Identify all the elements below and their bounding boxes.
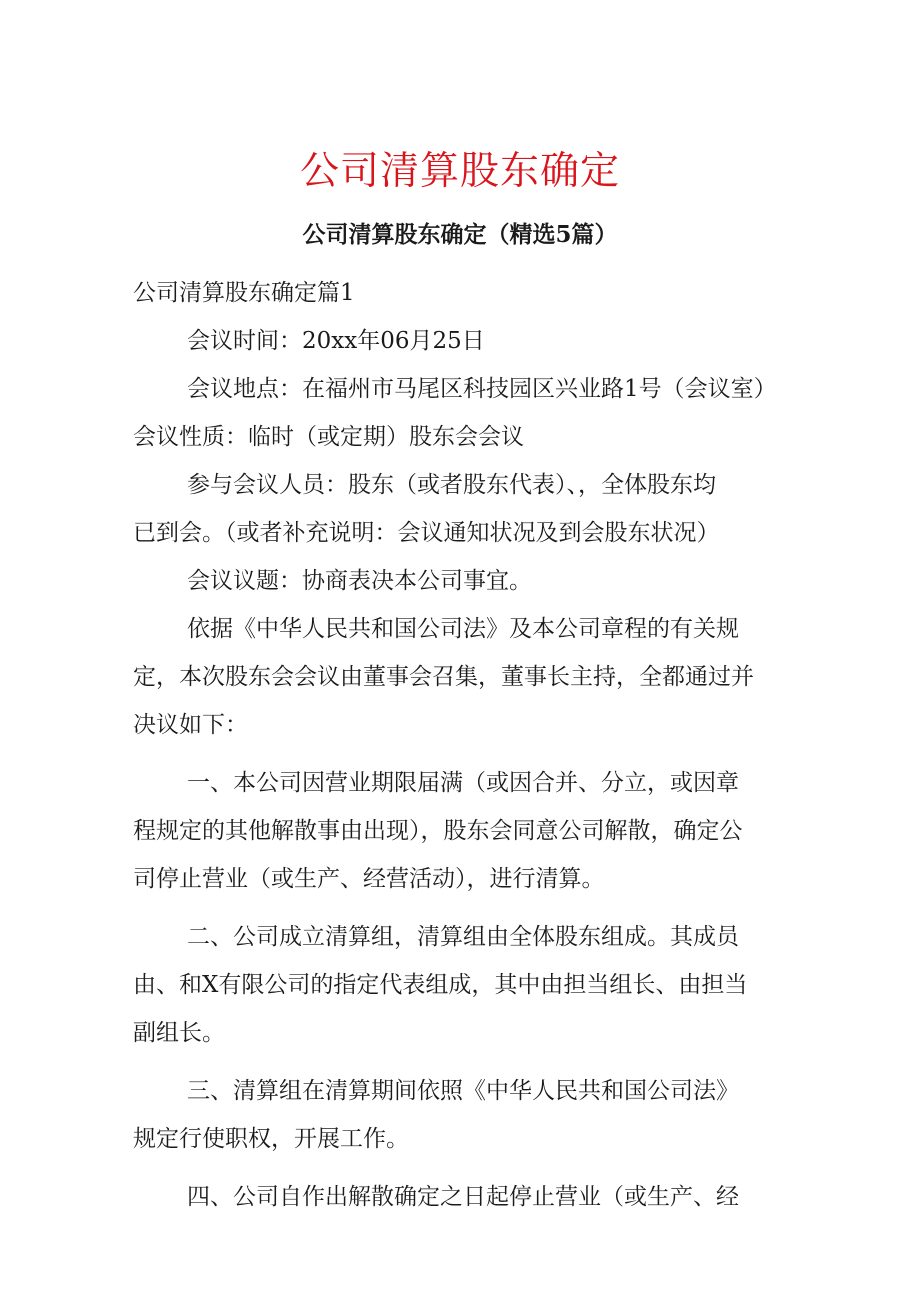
document-subtitle: 公司清算股东确定（精选5篇） bbox=[302, 221, 618, 248]
meeting-time: 会议时间：20xx年06月25日 bbox=[187, 328, 485, 354]
meeting-topic: 会议议题：协商表决本公司事宜。 bbox=[187, 568, 532, 594]
paragraph-line: 由、和X有限公司的指定代表组成，其中由担当组长、由担当 bbox=[133, 972, 748, 998]
paragraph-line: 规定行使职权，开展工作。 bbox=[133, 1126, 409, 1152]
paragraph-line: 决议如下： bbox=[133, 712, 248, 738]
meeting-nature: 会议性质：临时（或定期）股东会会议 bbox=[133, 424, 524, 450]
paragraph-line: 已到会。（或者补充说明：会议通知状况及到会股东状况） bbox=[133, 520, 720, 546]
resolution-item-1: 一、本公司因营业期限届满（或因合并、分立，或因章 bbox=[187, 770, 739, 796]
meeting-location: 会议地点：在福州市马尾区科技园区兴业路1号（会议室） bbox=[187, 376, 777, 402]
resolution-item-4: 四、公司自作出解散确定之日起停止营业（或生产、经 bbox=[187, 1184, 739, 1210]
paragraph-line: 参与会议人员：股东（或者股东代表）、，全体股东均 bbox=[187, 472, 716, 498]
paragraph-line: 定，本次股东会会议由董事会召集，董事长主持，全都通过并 bbox=[133, 664, 754, 690]
paragraph-line: 依据《中华人民共和国公司法》及本公司章程的有关规 bbox=[187, 616, 739, 642]
document-body bbox=[133, 269, 793, 1221]
document-title: 公司清算股东确定 bbox=[299, 149, 620, 194]
resolution-item-2: 二、公司成立清算组，清算组由全体股东组成。其成员 bbox=[187, 924, 739, 950]
resolution-item-3: 三、清算组在清算期间依照《中华人民共和国公司法》 bbox=[187, 1078, 739, 1104]
paragraph-line: 司停止营业（或生产、经营活动），进行清算。 bbox=[133, 866, 605, 892]
paragraph-line: 程规定的其他解散事由出现），股东会同意公司解散，确定公 bbox=[133, 818, 743, 844]
section-heading: 公司清算股东确定篇1 bbox=[133, 280, 355, 306]
paragraph-line: 副组长。 bbox=[133, 1020, 225, 1046]
